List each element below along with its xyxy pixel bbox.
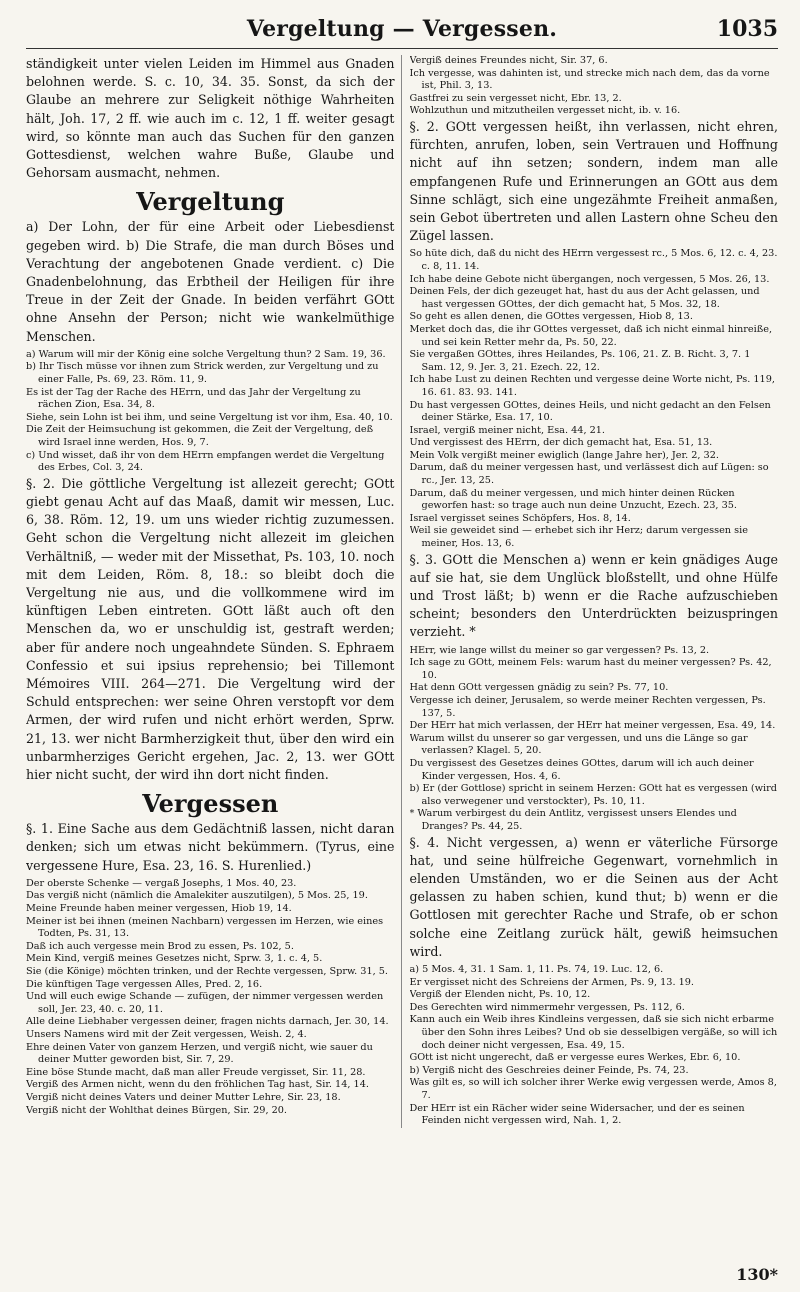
citation: Weil sie geweidet sind — erhebet sich ihr Herz; darum vergessen sie meiner, Hos. 13, 6. [409,525,748,550]
citation: c) Und wisset, daß ihr von dem HErrn empfangen werdet die Vergeltung des Erbes, Col. 3, 24. [26,449,385,474]
page-number: 1035 [716,16,778,42]
citation: Ehre deinen Vater von ganzem Herzen, und vergiß nicht, wie sauer du deiner Mutter geworden bist, Sir. 7, 29. [26,1041,373,1066]
citation: Darum, daß du meiner vergessen, und mich hinter deinen Rücken geworfen hast: so trage auch nun deine Unzucht, Ezech. 23, 35. [409,487,737,512]
citation: Merket doch das, die ihr GOttes vergesset, daß ich nicht einmal hinreiße, und sei kein Retter mehr da, Ps. 50, 22. [409,323,773,348]
citation: So hüte dich, daß du nicht des HErrn vergessest rc., 5 Mos. 6, 12. c. 4, 23. c. 8, 11. 14. [409,248,778,272]
printer-signature: 130* [736,1265,778,1284]
heading-vergeltung: Vergeltung [136,187,285,217]
citation: Die Zeit der Heimsuchung ist gekommen, die Zeit der Vergeltung, deß wird Israel inne werden, Hos. 9, 7. [26,424,374,448]
right-column [410,55,779,1128]
citation: Daß ich auch vergesse mein Brod zu essen, Ps. 102, 5. [26,940,294,952]
citation: Kann auch ein Weib ihres Kindleins vergessen, daß sie sich nicht erbarme über den Sohn ihres Leibes? Und ob sie desselbigen vergäße, so will ich doch deiner nicht vergessen, Esa. 49, 15. [409,1014,778,1051]
citation: Und will euch ewige Schande — zufügen, der nimmer vergessen werden soll, Jer. 23, 40. c. 20, 11. [26,991,384,1015]
page-header [26,14,778,49]
left-column [26,55,402,1128]
citation: Siehe, sein Lohn ist bei ihm, und seine Vergeltung ist vor ihm, Esa. 40, 10. [26,411,393,423]
citation: Deinen Fels, der dich gezeuget hat, hast du aus der Acht gelassen, und hast vergessen GOttes, der dich gemacht hat, 5 Mos. 32, 18. [409,286,760,310]
citation: Wohlzuthun und mitzutheilen vergesset nicht, ib. v. 16. [409,105,681,117]
vergessen-citations-3 [410,645,779,834]
citation: Vergiß nicht deines Vaters und deiner Mutter Lehre, Sir. 23, 18. [26,1091,341,1103]
citation: Vergesse ich deiner, Jerusalem, so werde meiner Rechten vergessen, Ps. 137, 5. [409,695,766,719]
running-title: Vergeltung — Vergessen. [246,16,558,42]
vergessen-citations-2 [410,248,779,550]
vergessen-section-1: §. 1. Eine Sache aus dem Gedächtniß lassen, nicht daran denken; sich um etwas nicht bekümmern. (Tyrus, eine vergessene Hure, Esa. 23, 16. S. Hurenlied.) [26,821,395,873]
citation: Sie (die Könige) möchten trinken, und der Rechte vergessen, Sprw. 31, 5. [26,966,389,977]
citation: Vergiß nicht der Wohlthat deines Bürgen, Sir. 29, 20. [26,1104,288,1116]
citation: Israel vergisset seines Schöpfers, Hos. 8, 14. [409,512,631,524]
citation: Vergiß des Armen nicht, wenn du den fröhlichen Tag hast, Sir. 14, 14. [26,1079,369,1091]
citation: Ich vergesse, was dahinten ist, und strecke mich nach dem, das da vorne ist, Phil. 3, 13. [409,67,770,92]
citation: Eine böse Stunde macht, daß man aller Freude vergisset, Sir. 11, 28. [26,1066,366,1078]
citation: Der HErr ist ein Rächer wider seine Widersacher, und der es seinen Feinden nicht vergessen wird, Nah. 1, 2. [409,1102,745,1127]
vergeltung-definition: a) Der Lohn, der für eine Arbeit oder Liebesdienst gegeben wird. b) Die Strafe, die man durch Böses und Verachtung der angebotenen Gnade verdient. c) Die Gnadenbelohnung, das Erbtheil der Heiligen für ihre Treue in der Zeit der Gnade. In beiden verfährt GOtt ohne Ansehn der Person; nicht wie wankelmüthige Menschen. [26,219,395,344]
page [26,14,778,1284]
citation: Und vergissest des HErrn, der dich gemacht hat, Esa. 51, 13. [409,437,713,449]
heading-vergessen: Vergessen [142,789,279,819]
citation: Alle deine Liebhaber vergessen deiner, fragen nichts darnach, Jer. 30, 14. [26,1016,389,1028]
vergeltung-section-2: §. 2. Die göttliche Vergeltung ist allezeit gerecht; GOtt giebt genau Acht auf das Maaß, damit wir messen, Luc. 6, 38. Röm. 12, 19. um uns wieder richtig zuzumessen. Geht schon die Vergeltung nicht allezeit im gleichen Verhältniß, — weder mit der Missethat, Ps. 103, 10. noch mit dem Leiden, Röm. 8, 18.: so bleibt doch die Vergeltung nie aus, und die vollkommene wird im künftigen Leben eintreten. GOtt läßt auch oft den Menschen da, wo er unschuldig ist, gestraft werden; aber für andere noch ungeahndete Sünden. S. Ephraem Confessio et sui ipsius reprehensio; bei Tillemont Mémoires VIII. 264—271. Die Vergeltung wird der Schuld entsprechen: wer seine Ohren verstopft vor dem Armen, der wird rufen und nicht erhört werden, Sprw. 21, 13. wer nicht Barmherzigkeit thut, über den wird ein unbarmherziges Gericht ergehen, Jac. 2, 13. wer GOtt hier nicht sucht, der wird ihn dort nicht finden. [26,475,395,783]
citation: b) Er (der Gottlose) spricht in seinem Herzen: GOtt hat es vergessen (wird also verwegener und verstockter), Ps. 10, 11. [409,783,777,807]
citation: Warum willst du unserer so gar vergessen, und uns die Länge so gar verlassen? Klagel. 5, 20. [409,732,748,757]
citation: Meiner ist bei ihnen (meinen Nachbarn) vergessen im Herzen, wie eines Todten, Ps. 31, 13. [26,915,384,940]
citation: a) 5 Mos. 4, 31. 1 Sam. 1, 11. Ps. 74, 19. Luc. 12, 6. [409,963,664,975]
vergeltung-citations [26,349,395,475]
vergessen-citations-1 [26,878,395,1117]
citation: Mein Volk vergißt meiner ewiglich (lange Jahre her), Jer. 2, 32. [409,449,719,461]
citation: Ich sage zu GOtt, meinem Fels: warum hast du meiner vergessen? Ps. 42, 10. [409,657,772,681]
citation: * Warum verbirgest du dein Antlitz, vergissest unsers Elendes und Dranges? Ps. 44, 25. [409,808,737,832]
vergessen-section-4: §. 4. Nicht vergessen, a) wenn er väterliche Fürsorge hat, und seine hülfreiche Gegenwart, vornehmlich in elenden Umständen, wo er die Seinen aus der Acht gelassen zu haben schien, kund thut; b) wenn er die Gottlosen mit gerechter Rache und Strafe, ob er schon solche eine Zeitlang zurück hält, gewiß heimsuchen wird. [409,834,778,959]
citation: Israel, vergiß meiner nicht, Esa. 44, 21. [409,424,606,436]
citation: Vergiß deines Freundes nicht, Sir. 37, 6. [409,55,608,66]
continued-citations [410,55,779,118]
intro-paragraph: ständigkeit unter vielen Leiden im Himmel aus Gnaden belohnen werde. S. c. 10, 34. 35. Sonst, da sich der Glaube an mehrere zur Seligkeit nöthige Wahrheiten hält, Joh. 17, 2 ff. wie auch im c. 12, 1 ff. weiter gesagt wird, so könnte man auch das Suchen für den ganzen Gottesdienst, welchen wahre Buße, Glaube und Gehorsam ausmacht, nehmen. [26,56,395,181]
citation: Was gilt es, so will ich solcher ihrer Werke ewig vergessen werde, Amos 8, 7. [409,1077,777,1101]
vergessen-citations-4 [410,964,779,1128]
citation: Mein Kind, vergiß meines Gesetzes nicht, Sprw. 3, 1. c. 4, 5. [26,953,323,965]
citation: Ich habe deine Gebote nicht übergangen, noch vergessen, 5 Mos. 26, 13. [409,273,770,285]
citation: HErr, wie lange willst du meiner so gar vergessen? Ps. 13, 2. [409,644,710,656]
citation: b) Vergiß nicht des Geschreies deiner Feinde, Ps. 74, 23. [409,1064,689,1076]
citation: Der HErr hat mich verlassen, der HErr hat meiner vergessen, Esa. 49, 14. [409,720,776,732]
citation: b) Ihr Tisch müsse vor ihnen zum Strick werden, zur Vergeltung und zu einer Falle, Ps. 69, 23. Röm. 11, 9. [26,361,379,386]
citation: Der oberste Schenke — vergaß Josephs, 1 Mos. 40, 23. [26,877,297,889]
citation: Vergiß der Elenden nicht, Ps. 10, 12. [409,989,591,1001]
citation: Meine Freunde haben meiner vergessen, Hiob 19, 14. [26,903,292,915]
citation: GOtt ist nicht ungerecht, daß er vergesse eures Werkes, Ebr. 6, 10. [409,1052,741,1064]
citation: Du vergissest des Gesetzes deines GOttes, darum will ich auch deiner Kinder vergessen, Hos. 4, 6. [409,758,754,782]
citation: Du hast vergessen GOttes, deines Heils, und nicht gedacht an den Felsen deiner Stärke, Esa. 17, 10. [409,399,771,424]
citation: Das vergiß nicht (nämlich die Amalekiter auszutilgen), 5 Mos. 25, 19. [26,890,368,902]
two-column-body [26,55,778,1128]
citation: Darum, daß du meiner vergessen hast, und verlässest dich auf Lügen: so rc., Jer. 13, 25. [409,462,769,487]
citation: Gastfrei zu sein vergesset nicht, Ebr. 13, 2. [409,92,622,104]
citation: Unsers Namens wird mit der Zeit vergessen, Weish. 2, 4. [26,1028,307,1040]
citation: Ich habe Lust zu deinen Rechten und vergesse deine Worte nicht, Ps. 119, 16. 61. 83. 93. 141. [409,374,775,398]
vergessen-section-2: §. 2. GOtt vergessen heißt, ihn verlassen, nicht ehren, fürchten, anrufen, loben, sein Vertrauen und Hoffnung nicht auf ihn setzen; sondern, indem man alle empfangenen Rufe und Erinnerungen an GOtt aus dem Sinne schlägt, sich eine ungezähmte Freiheit anmaßen, sein Gebot übertreten und allen Lastern ohne Scheu den Zügel lassen. [409,118,778,244]
citation: a) Warum will mir der König eine solche Vergeltung thun? 2 Sam. 19, 36. [26,348,386,360]
citation: So geht es allen denen, die GOttes vergessen, Hiob 8, 13. [409,311,693,323]
citation: Es ist der Tag der Rache des HErrn, und das Jahr der Vergeltung zu rächen Zion, Esa. 34, 8. [26,386,361,411]
vergessen-section-3: §. 3. GOtt die Menschen a) wenn er kein gnädiges Auge auf sie hat, sie dem Unglück bloßstellt, und ohne Hülfe und Trost läßt; b) wenn er die Rache aufzuschieben scheint; besonders den Unterdrückten beizuspringen verzieht. * [409,551,778,640]
citation: Des Gerechten wird nimmermehr vergessen, Ps. 112, 6. [409,1001,685,1013]
citation: Hat denn GOtt vergessen gnädig zu sein? Ps. 77, 10. [409,682,669,694]
citation: Sie vergaßen GOttes, ihres Heilandes, Ps. 106, 21. Z. B. Richt. 3, 7. 1 Sam. 12, 9. Jer. 3, 21. Ezech. 22, 12. [409,349,751,373]
citation: Er vergisset nicht des Schreiens der Armen, Ps. 9, 13. 19. [409,976,695,988]
citation: Die künftigen Tage vergessen Alles, Pred. 2, 16. [26,978,263,990]
